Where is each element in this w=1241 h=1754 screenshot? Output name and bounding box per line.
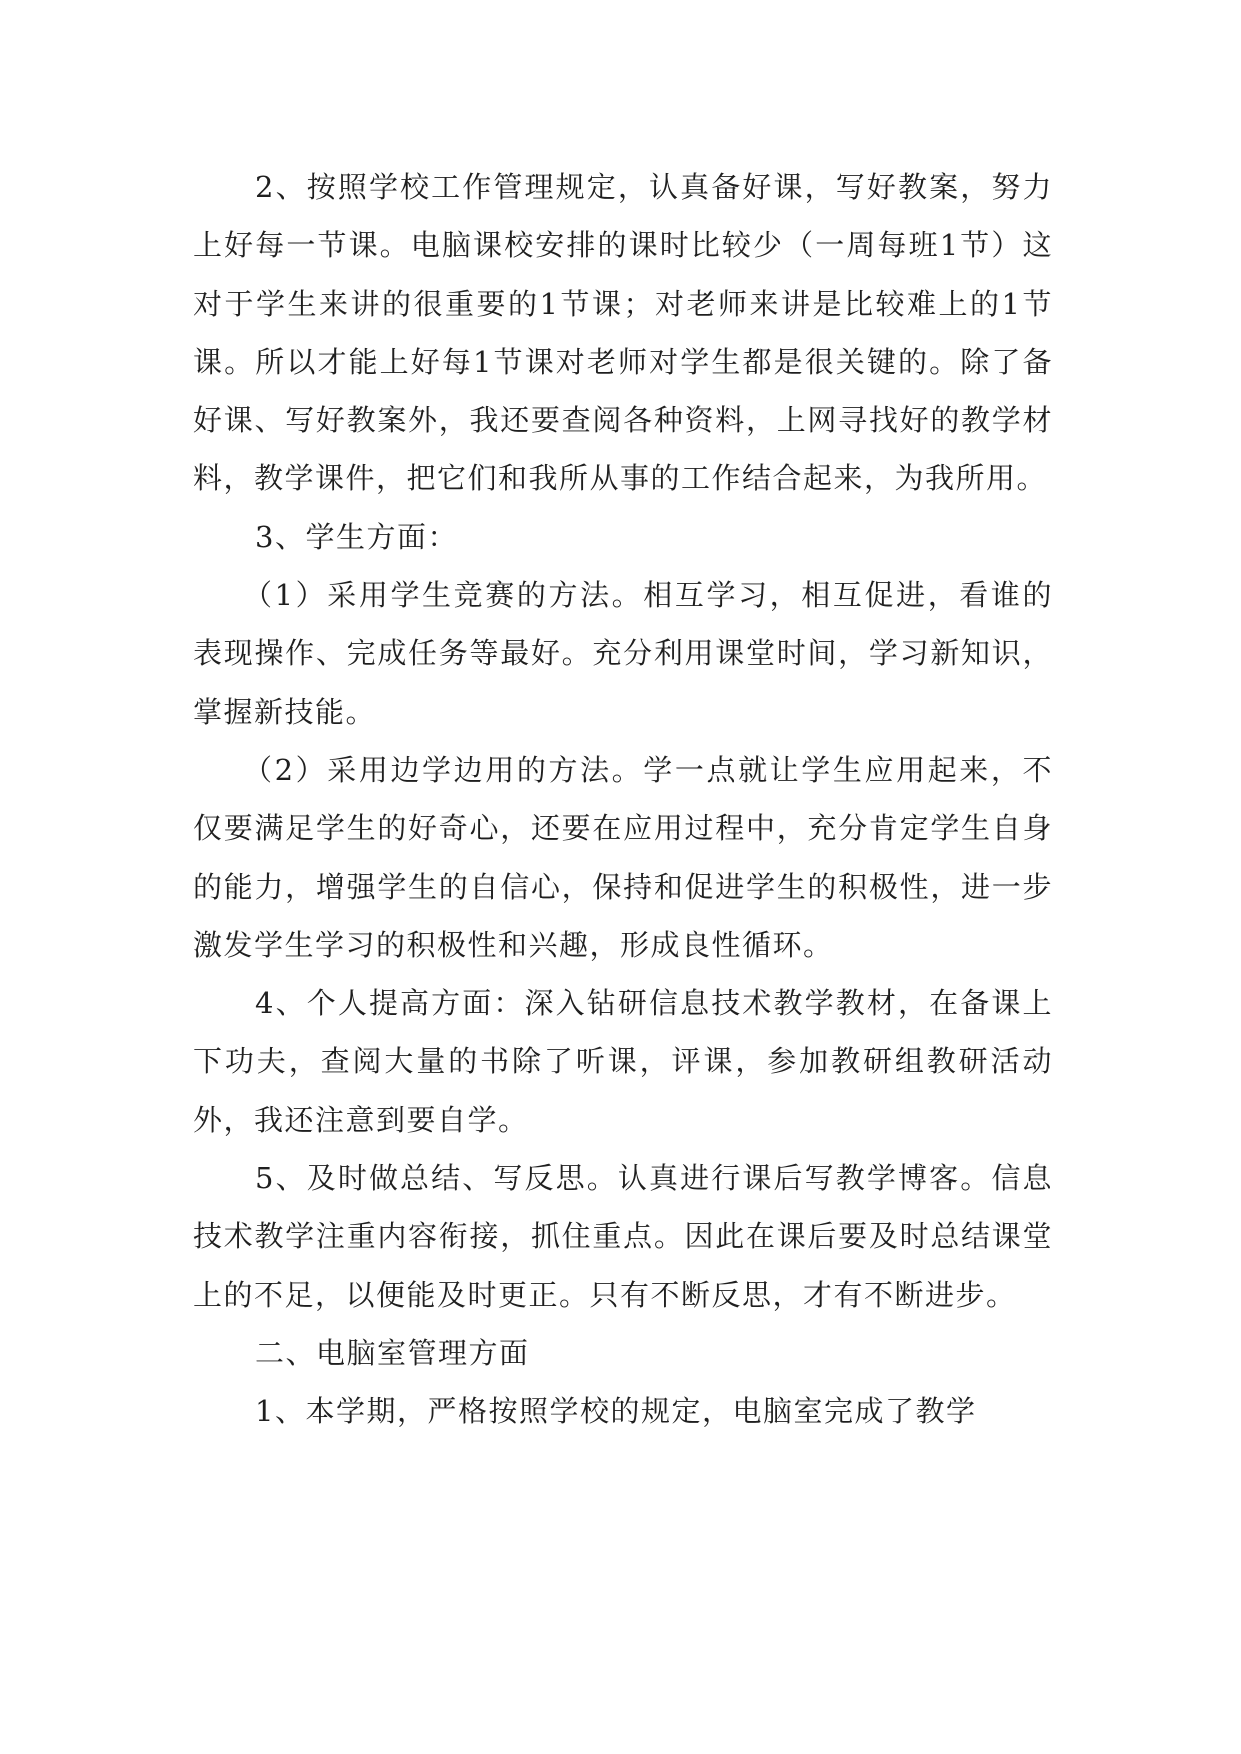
section-heading-computer-room: 二、电脑室管理方面 [255,1335,530,1370]
paragraph-learn-and-use-method: （2）采用边学边用的方法。学一点就让学生应用起来，不仅要满足学生的好奇心，还要在应用过程中，充分肯定学生自身的能力，增强学生的自信心，保持和促进学生的积极性，进一步激发学生学习的积极性和兴趣，形成良性循环。 [193,752,1053,962]
paragraph-lesson-prep: 2、按照学校工作管理规定，认真备好课，写好教案，努力上好每一节课。电脑课校安排的课时比较少（一周每班1节）这对于学生来讲的很重要的1节课；对老师来讲是比较难上的1节课。所以才能上好每1节课对老师对学生都是很关键的。除了备好课、写好教案外，我还要查阅各种资料，上网寻找好的教学材料，教学课件，把它们和我所从事的工作结合起来，为我所用。 [193,170,1053,496]
paragraph-students-heading: 3、学生方面： [255,519,458,554]
paragraph-competition-method: （1）采用学生竞赛的方法。相互学习，相互促进，看谁的表现操作、完成任务等最好。充分利用课堂时间，学习新知识，掌握新技能。 [193,578,1053,729]
paragraph-personal-improvement: 4、个人提高方面：深入钻研信息技术教学教材，在备课上下功夫，查阅大量的书除了听课，评课，参加教研组教研活动外，我还注意到要自学。 [193,986,1053,1137]
paragraph-computer-room-rules: 1、本学期，严格按照学校的规定，电脑室完成了教学 [255,1394,977,1429]
paragraph-summary-reflection: 5、及时做总结、写反思。认真进行课后写教学博客。信息技术教学注重内容衔接，抓住重点。因此在课后要及时总结课堂上的不足，以便能及时更正。只有不断反思，才有不断进步。 [193,1161,1053,1312]
document-body [193,158,1053,1441]
